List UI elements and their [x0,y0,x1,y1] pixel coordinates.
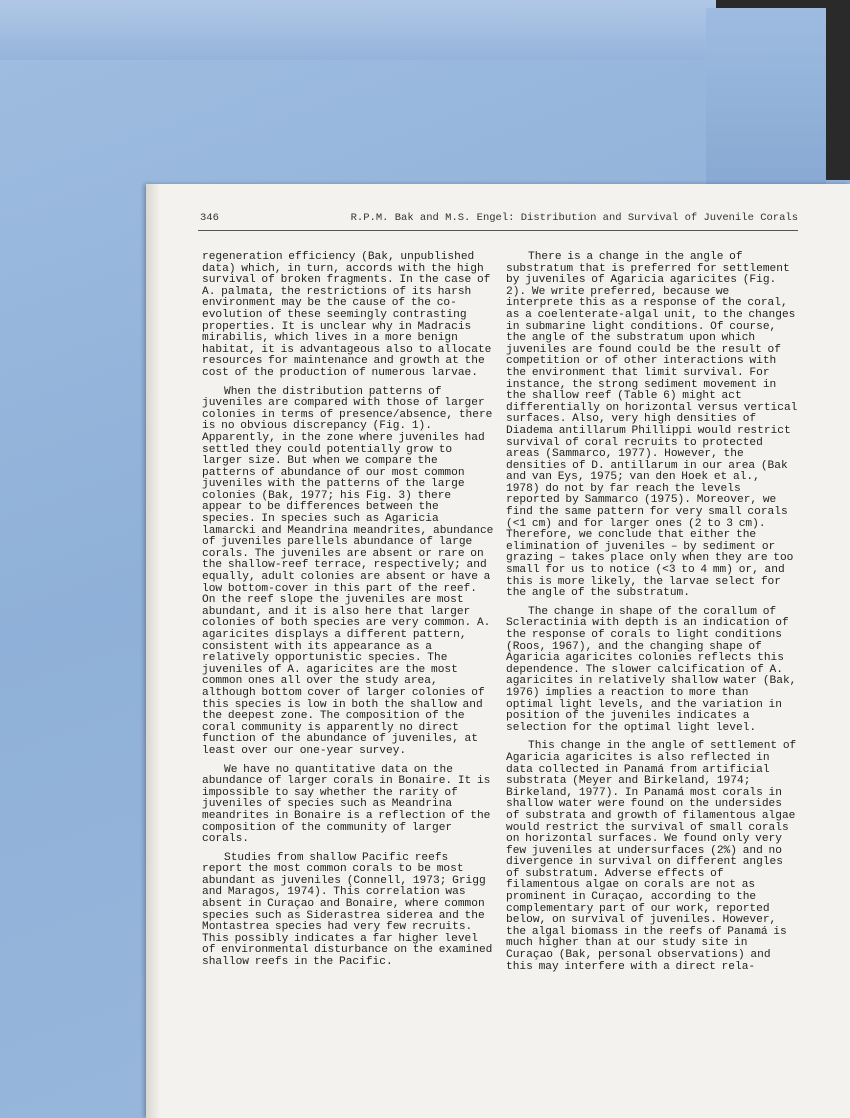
running-header [200,212,798,224]
right-column [506,252,798,980]
page-number: 346 [200,212,219,224]
page-edge-shadow [146,184,160,1118]
folder-crease [0,0,720,60]
paragraph: Studies from shallow Pacific reefs report the most common corals to be most abundant as juveniles (Connell, 1973; Grigg and Maragos, 1974). This correlation was absent in Curaçao and Bonaire, where common species such as Siderastrea siderea and the Montastrea species had very few recruits. This possibly indicates a far higher level of environmental disturbance on the examined shallow reefs in the Pacific. [202,851,493,969]
paragraph: We have no quantitative data on the abundance of larger corals in Bonaire. It is impossible to say whether the rarity of juveniles of species such as Meandrina meandrites in Bonaire is a reflection of the composition of the community of larger corals. [202,763,491,846]
folder-flap [706,8,826,184]
paragraph: This change in the angle of settlement of Agaricia agaricites is also reflected in data collected in Panamá from artificial substrata (Meyer and Birkeland, 1974; Birkeland, 1977). In Panamá most corals in shallow water were found on the undersides of substrata and growth of filamentous algae would restrict the survival of small corals on horizontal surfaces. We found only very few juveniles at undersurfaces (2%) and no divergence in survival on different angles of substratum. Adverse effects of filamentous algae on corals are not as prominent in Curaçao, according to the complementary part of our work, reported below, on survival of juveniles. However, the algal biomass in the reefs of Panamá is much higher than at our study site in Curaçao (Bak, personal observations) and this may interfere with a direct rela- [506,740,797,973]
paragraph: When the distribution patterns of juveniles are compared with those of larger colonies in terms of presence/absence, there is no obvious discrepancy (Fig. 1). Apparently, in the zone where juveniles had settled they could potentially grow to larger size. But when we compare the patterns of abundance of our most common juveniles with the patterns of the large colonies (Bak, 1977; his Fig. 3) there appear to be differences between the species. In species such as Agaricia lamarcki and Meandrina meandrites, abundance of juveniles parellels abundance of large corals. The juveniles are absent or rare on the shallow-reef terrace, respectively; and equally, adult colonies are absent or have a low bottom-cover in this part of the reef. On the reef slope the juveniles are most abundant, and it is also here that larger colonies of both species are very common. A. agaricites displays a different pattern, consistent with its appearance as a relatively opportunistic species. The juveniles of A. agaricites are the most common ones all over the study area, although bottom cover of larger colonies of this species is low in both the shallow and the deepest zone. The composition of the coral community is apparently no direct function of the abundance of juveniles, at least over our one-year survey. [202,385,494,757]
paragraph: There is a change in the angle of substratum that is preferred for settlement by juveniles of Agaricia agaricites (Fig. 2). We write preferred, because we interprete this as a response of the coral, as a coelenterate-algal unit, to the changes in submarine light conditions. Of course, the angle of the substratum upon which juveniles are found could be the result of competition or of other interactions with the environment that limit survival. For instance, the strong sediment movement in the shallow reef (Table 6) might act differentially on horizontal versus vertical surfaces. Also, very high densities of Diadema antillarum Phillippi would restrict survival of coral recruits to protected areas (Sammarco, 1977). However, the densities of D. antillarum in our area (Bak and van Eys, 1975; van den Hoek et al., 1978) do not by far reach the levels reported by Sammarco (1975). Moreover, we find the same pattern for very small corals (<1 cm) and for larger ones (2 to 3 cm). Therefore, we conclude that either the elimination of juveniles – by sediment or grazing – takes place only when they are too small for us to notice (<3 to 4 mm) or, and this is more likely, the larvae select for the angle of the substratum. [506,251,798,600]
paragraph: The change in shape of the corallum of Scleractinia with depth is an indication of the response of corals to light conditions (Roos, 1967), and the changing shape of Agaricia agaricites colonies reflects this dependence. The slower calcification of A. agaricites in relatively shallow water (Bak, 1976) implies a reaction to more than optimal light levels, and the variation in position of the juveniles indicates a selection for the optimal light level. [506,605,797,734]
header-rule [198,230,798,231]
paragraph: regeneration efficiency (Bak, unpublished data) which, in turn, accords with the high survival of broken fragments. In the case of A. palmata, the restrictions of its harsh environment may be the cause of the co-evolution of these seemingly contrasting properties. It is unclear why in Madracis mirabilis, which lives in a more benign habitat, it is advantageous also to allocate resources for maintenance and growth at the cost of the production of numerous larvae. [202,251,492,379]
running-title: R.P.M. Bak and M.S. Engel: Distribution and Survival of Juvenile Corals [350,212,798,224]
left-column [202,252,494,976]
